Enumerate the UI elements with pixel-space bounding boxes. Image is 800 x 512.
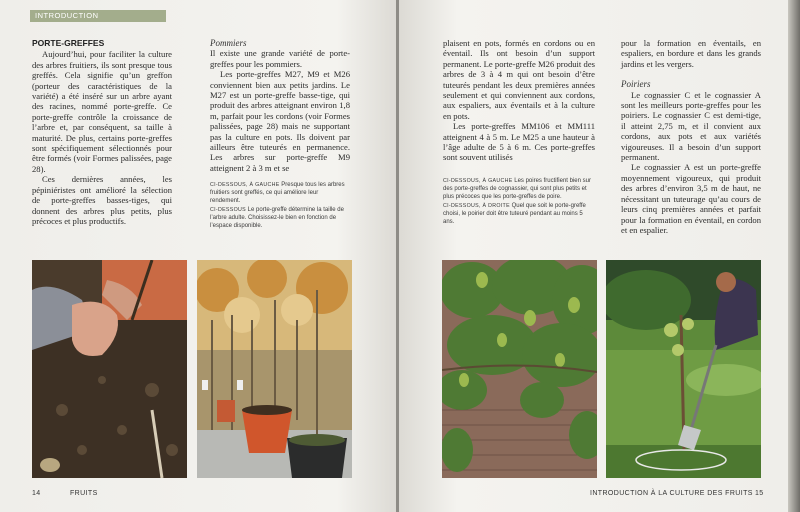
left-column-1 <box>32 38 172 226</box>
caption-2 <box>210 206 350 230</box>
heading-poiriers: Poiriers <box>621 79 651 90</box>
paragraph: Il existe une grande variété de porte-greffes pour les pommiers. <box>210 48 350 69</box>
paragraph: Les porte-greffes M27, M9 et M26 conviennent bien aux petits jardins. Le M27 est un porte-greffe basse-tige, qui produit des arbres atteignant environ 1,8 m, parfait pour les cordons (voir Formes palissées, page 28) mais ne supportant pas la culture en pots. Ils doivent par ailleurs être tuteurés en permanence. Les arbres sur porte-greffe M9 atteignent 2 à 3 m et se <box>210 69 350 173</box>
heading-porte-greffes: PORTE-GREFFES <box>32 38 105 48</box>
caption-text: Quel que soit le porte-greffe choisi, le poirier doit être tuteuré pendant au moins 5 ans. <box>443 202 586 225</box>
right-page <box>399 0 788 512</box>
caption-text: Les poires fructifient bien sur des porte-greffes de cognassier, qui sont plus petits et plus précoces que les porte-greffes de poire. <box>443 177 591 200</box>
caption-text: Le porte-greffe détermine la taille de l’arbre adulte. Choisissez-le bien en fonction de l’espace disponible. <box>210 207 344 230</box>
section-tab: INTRODUCTION <box>30 10 166 22</box>
paragraph: plaisent en pots, formés en cordons ou en éventail. Ils ont besoin d’un support permanent. Le porte-greffe M26 produit des arbres de 3 à 4 m qui ont besoin d’être tuteurés pendant les deux premières années seulement et qui conviennent aux cordons, aux espaliers, aux éventails et à la culture en pots. <box>443 38 595 121</box>
photo-grafting-hands <box>32 260 187 478</box>
caption-key: CI-DESSOUS, À GAUCHE <box>443 177 513 184</box>
caption-1 <box>443 177 595 201</box>
photo-staking-tree <box>606 260 761 478</box>
right-column-1 <box>443 38 595 226</box>
caption-key: CI-DESSOUS, À DROITE <box>443 202 510 209</box>
paragraph: pour la formation en éventails, en espaliers, en bordure et dans les grands jardins et les vergers. <box>621 38 761 69</box>
caption-key: CI-DESSOUS, À GAUCHE <box>210 182 280 189</box>
left-column-2 <box>210 38 350 230</box>
folio-title: FRUITS <box>70 490 98 497</box>
right-column-2 <box>621 38 761 235</box>
paragraph: Les porte-greffes MM106 et MM111 atteignent 4 à 5 m. Le M25 a une hauteur à l’âge adulte de 5 à 6 m. Ces porte-greffes sont souvent utilisés <box>443 121 595 163</box>
caption-text: Presque tous les arbres fruitiers sont greffés, ce qui améliore leur rendement. <box>210 182 345 205</box>
paragraph: Ces dernières années, les pépiniéristes ont amélioré la sélection de porte-greffes basses-tiges, qui donnent des arbres plus petits, plus précoces et plus productifs. <box>32 174 172 226</box>
caption-2 <box>443 202 595 226</box>
caption-key: CI-DESSOUS <box>210 207 246 214</box>
folio-number: 15 <box>755 490 764 497</box>
paragraph: Le cognassier C et le cognassier A sont les meilleurs porte-greffes pour les poiriers. Le cognassier C est demi-tige, il atteint 2,75 m, et il convient aux cordons, aux pots et aux variétés vigoureuses. Il a besoin d’un support permanent. <box>621 89 761 163</box>
photo-potted-trees <box>197 260 352 478</box>
folio-number: 14 <box>32 490 41 497</box>
paragraph: Aujourd’hui, pour faciliter la culture des arbres fruitiers, ils sont presque tous greffés. Cela signifie qu’un greffon (porteur des caractéristiques de la variété) a été inséré sur un arbre ayant des racines, nommé porte-greffe. Ce porte-greffe contrôle la croissance de l’arbre et, par conséquent, sa taille à maturité. De plus, certains porte-greffes sont spécifiquement sélectionnés pour être formés (voir Formes palissées, page 28). <box>32 49 172 174</box>
paragraph: Le cognassier A est un porte-greffe moyennement vigoureux, qui produit des arbres d’environ 3,5 m de haut, ne nécessitant un tuteurage qu’au cours de leurs cinq premières années et parfait pour la formation en éventail, en cordon et en espalier. <box>621 162 761 235</box>
caption-1 <box>210 181 350 205</box>
photo-pears-wall <box>442 260 597 478</box>
heading-pommiers: Pommiers <box>210 38 247 48</box>
folio-title: INTRODUCTION À LA CULTURE DES FRUITS <box>590 490 753 497</box>
page-edge <box>788 0 800 512</box>
left-page <box>0 0 397 512</box>
